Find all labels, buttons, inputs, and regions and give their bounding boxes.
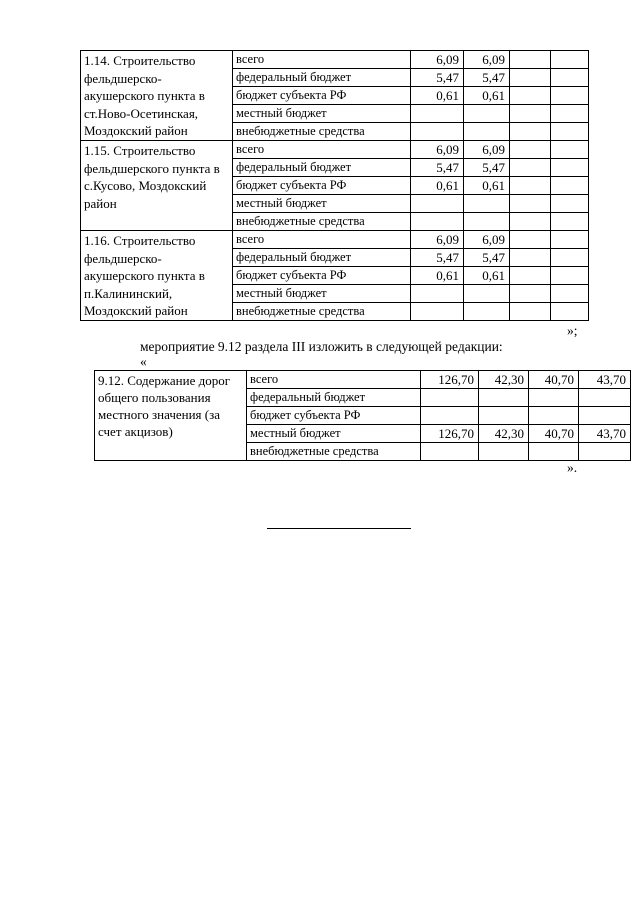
- amount-cell: [479, 407, 529, 425]
- measure-title: 1.14. Строительство фельдшерско-акушерского пункта в ст.Ново-Осетинская, Моздокский район: [81, 51, 233, 141]
- amount-cell: [464, 285, 510, 303]
- funding-source-label: бюджет субъекта РФ: [233, 267, 411, 285]
- funding-source-label: бюджет субъекта РФ: [233, 87, 411, 105]
- funding-source-label: местный бюджет: [233, 105, 411, 123]
- amount-cell: [464, 213, 510, 231]
- funding-source-label: внебюджетные средства: [247, 443, 421, 461]
- amount-cell: [510, 123, 551, 141]
- amount-cell: 126,70: [421, 425, 479, 443]
- amount-cell: 43,70: [579, 371, 631, 389]
- amount-cell: [411, 123, 464, 141]
- amount-cell: [579, 443, 631, 461]
- amount-cell: 126,70: [421, 371, 479, 389]
- funding-source-label: местный бюджет: [233, 195, 411, 213]
- opening-quote: «: [140, 354, 147, 369]
- amount-cell: 5,47: [411, 69, 464, 87]
- amount-cell: [529, 443, 579, 461]
- amount-cell: [510, 105, 551, 123]
- amount-cell: [479, 443, 529, 461]
- amount-cell: 42,30: [479, 371, 529, 389]
- measure-title: 1.15. Строительство фельдшерского пункта в с.Кусово, Моздокский район: [81, 141, 233, 231]
- amount-cell: [551, 285, 589, 303]
- funding-source-label: всего: [233, 51, 411, 69]
- funding-source-label: местный бюджет: [233, 285, 411, 303]
- amount-cell: [411, 285, 464, 303]
- funding-source-label: федеральный бюджет: [247, 389, 421, 407]
- funding-source-label: внебюджетные средства: [233, 123, 411, 141]
- funding-source-label: всего: [247, 371, 421, 389]
- amount-cell: 6,09: [464, 231, 510, 249]
- amount-cell: 5,47: [464, 159, 510, 177]
- amount-cell: 0,61: [411, 267, 464, 285]
- amount-cell: [510, 249, 551, 267]
- amount-cell: 5,47: [411, 159, 464, 177]
- amount-cell: [551, 213, 589, 231]
- amount-cell: [551, 123, 589, 141]
- amount-cell: 0,61: [464, 87, 510, 105]
- amount-cell: [551, 249, 589, 267]
- amendment-intro-text: мероприятие 9.12 раздела III изложить в следующей редакции:: [140, 339, 503, 354]
- amount-cell: [579, 407, 631, 425]
- separator-line: [267, 528, 411, 529]
- amount-cell: 5,47: [464, 249, 510, 267]
- amount-cell: [551, 69, 589, 87]
- amount-cell: [411, 195, 464, 213]
- amount-cell: [464, 303, 510, 321]
- table-row: [95, 371, 631, 389]
- funding-source-label: бюджет субъекта РФ: [247, 407, 421, 425]
- funding-source-label: федеральный бюджет: [233, 249, 411, 267]
- funding-table-1: [80, 50, 589, 321]
- funding-source-label: федеральный бюджет: [233, 69, 411, 87]
- amount-cell: 40,70: [529, 425, 579, 443]
- amount-cell: [510, 303, 551, 321]
- amount-cell: [529, 389, 579, 407]
- amount-cell: [411, 213, 464, 231]
- funding-source-label: бюджет субъекта РФ: [233, 177, 411, 195]
- amount-cell: 40,70: [529, 371, 579, 389]
- amount-cell: 6,09: [411, 51, 464, 69]
- amount-cell: [510, 159, 551, 177]
- amount-cell: 5,47: [411, 249, 464, 267]
- amount-cell: 6,09: [411, 141, 464, 159]
- amount-cell: [551, 267, 589, 285]
- amount-cell: 6,09: [464, 141, 510, 159]
- amount-cell: [510, 69, 551, 87]
- closing-quote-1: »;: [567, 323, 578, 338]
- funding-source-label: всего: [233, 231, 411, 249]
- funding-source-label: местный бюджет: [247, 425, 421, 443]
- amount-cell: [464, 123, 510, 141]
- amount-cell: [551, 87, 589, 105]
- amount-cell: [551, 51, 589, 69]
- funding-source-label: внебюджетные средства: [233, 213, 411, 231]
- amount-cell: [551, 303, 589, 321]
- amount-cell: [510, 51, 551, 69]
- measure-title: 9.12. Содержание дорог общего пользования местного значения (за счет акцизов): [95, 371, 247, 461]
- table-row: [81, 231, 589, 249]
- amount-cell: [411, 303, 464, 321]
- amount-cell: [411, 105, 464, 123]
- table-row: [81, 51, 589, 69]
- amount-cell: 6,09: [411, 231, 464, 249]
- amount-cell: [510, 141, 551, 159]
- amount-cell: [551, 231, 589, 249]
- amount-cell: [510, 87, 551, 105]
- measure-title: 1.16. Строительство фельдшерско-акушерского пункта в п.Калининский, Моздокский район: [81, 231, 233, 321]
- amount-cell: [529, 407, 579, 425]
- amount-cell: [551, 195, 589, 213]
- funding-source-label: федеральный бюджет: [233, 159, 411, 177]
- amount-cell: [421, 407, 479, 425]
- amount-cell: [579, 389, 631, 407]
- amount-cell: 0,61: [464, 267, 510, 285]
- amount-cell: [510, 267, 551, 285]
- table-row: [81, 141, 589, 159]
- amount-cell: 0,61: [411, 177, 464, 195]
- amount-cell: [551, 177, 589, 195]
- funding-table-2: [94, 370, 631, 461]
- funding-source-label: всего: [233, 141, 411, 159]
- amount-cell: [510, 285, 551, 303]
- closing-quote-2: ».: [567, 460, 578, 475]
- amount-cell: [510, 213, 551, 231]
- amount-cell: 6,09: [464, 51, 510, 69]
- funding-source-label: внебюджетные средства: [233, 303, 411, 321]
- amount-cell: 43,70: [579, 425, 631, 443]
- amount-cell: [479, 389, 529, 407]
- amount-cell: [464, 195, 510, 213]
- amount-cell: [421, 389, 479, 407]
- amount-cell: [510, 195, 551, 213]
- amount-cell: 0,61: [464, 177, 510, 195]
- amount-cell: 0,61: [411, 87, 464, 105]
- amount-cell: [551, 105, 589, 123]
- amount-cell: [551, 141, 589, 159]
- amount-cell: [510, 177, 551, 195]
- amount-cell: 42,30: [479, 425, 529, 443]
- amount-cell: [510, 231, 551, 249]
- amount-cell: 5,47: [464, 69, 510, 87]
- amount-cell: [421, 443, 479, 461]
- amount-cell: [464, 105, 510, 123]
- amount-cell: [551, 159, 589, 177]
